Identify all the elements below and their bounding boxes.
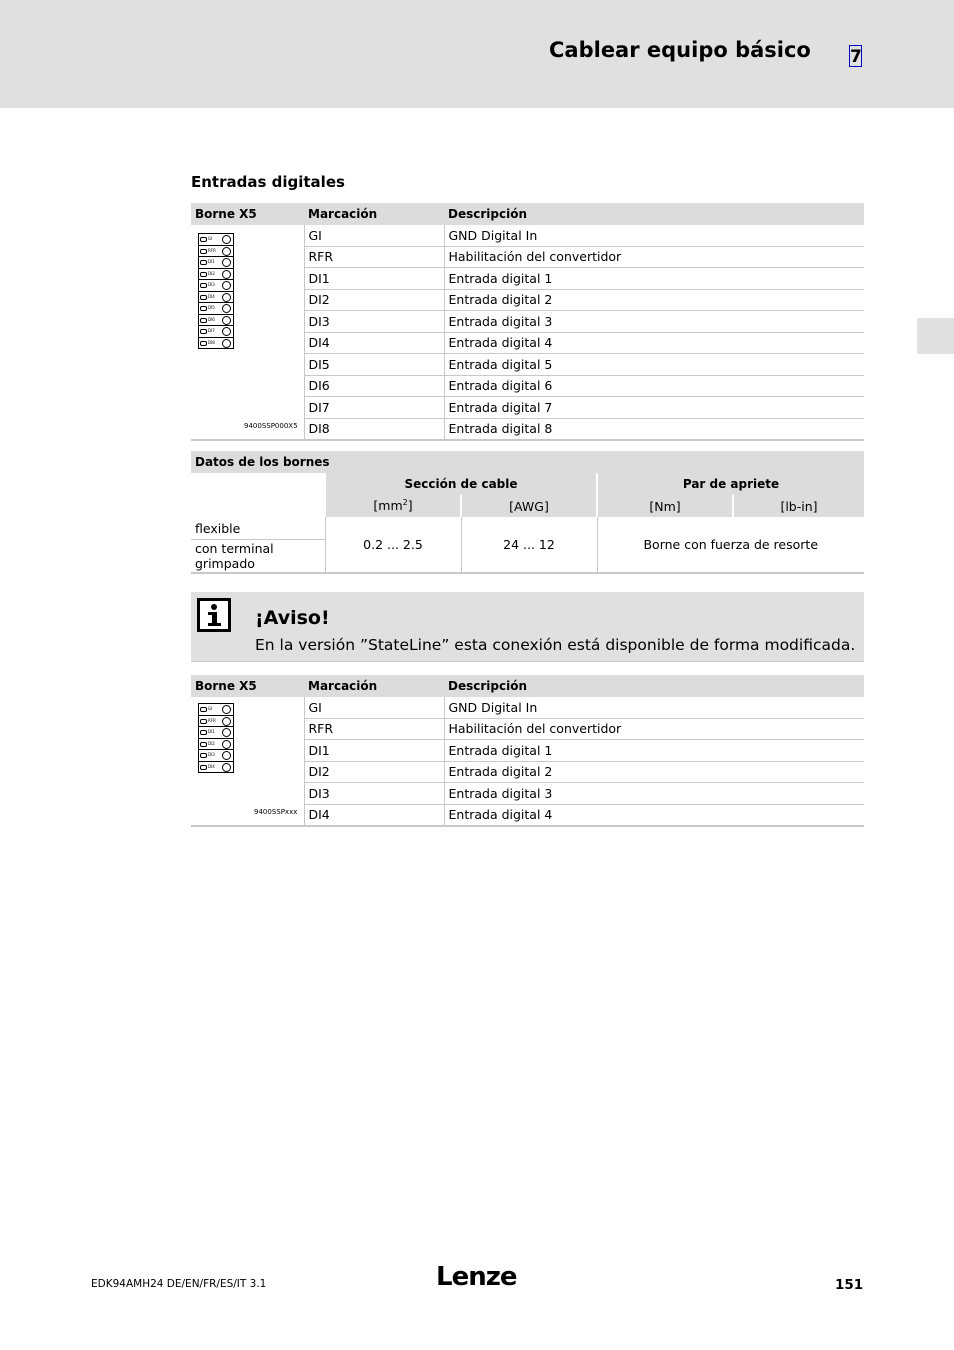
marking-cell: DI1 — [304, 268, 444, 290]
description-cell: Entrada digital 8 — [444, 418, 864, 440]
chapter-title: Cablear equipo básico — [549, 38, 811, 62]
description-cell: Habilitación del convertidor — [444, 718, 864, 740]
cable-section-header: Sección de cable — [325, 473, 597, 495]
description-cell: Entrada digital 7 — [444, 397, 864, 419]
notice-title: ¡Aviso! — [255, 607, 330, 629]
marking-cell: RFR — [304, 246, 444, 268]
page-header — [0, 0, 954, 108]
description-cell: GND Digital In — [444, 697, 864, 718]
description-cell: Entrada digital 4 — [444, 332, 864, 354]
image-caption: 9400SSPxxx — [254, 808, 298, 816]
empty-header-cell — [191, 473, 325, 517]
unit-mm2: $[mm^2]$ — [325, 495, 461, 517]
marking-cell: GI — [304, 225, 444, 246]
notice-text: En la versión ”StateLine” esta conexión está disponible de forma modificada. — [255, 636, 856, 654]
description-cell: Entrada digital 6 — [444, 375, 864, 397]
marking-cell: DI2 — [304, 289, 444, 311]
spring-terminal-value: Borne con fuerza de resorte — [597, 517, 864, 573]
info-icon — [197, 598, 231, 632]
section-title: Entradas digitales — [191, 173, 345, 191]
terminal-data-table — [191, 451, 864, 574]
image-caption: 9400SSP000X5 — [244, 422, 298, 430]
description-cell: Entrada digital 5 — [444, 354, 864, 376]
marking-cell: DI1 — [304, 740, 444, 762]
row-label-flexible: flexible — [191, 517, 325, 540]
col-header-terminal: Borne X5 — [191, 675, 304, 697]
awg-value: 24 ... 12 — [461, 517, 597, 573]
connector-diagram-x5 — [191, 225, 304, 440]
terminal-table-x5 — [191, 203, 864, 441]
connector-block-icon: GI RFR DI1 DI2 DI3 DI4 DI5 DI6 DI7 DI8 — [198, 233, 234, 349]
marking-cell: DI4 — [304, 332, 444, 354]
description-cell: Entrada digital 3 — [444, 783, 864, 805]
document-id: EDK94AMH24 DE/EN/FR/ES/IT 3.1 — [91, 1278, 267, 1290]
tightening-torque-header: Par de apriete — [597, 473, 864, 495]
unit-nm: [Nm] — [597, 495, 733, 517]
marking-cell: DI2 — [304, 761, 444, 783]
mm2-value: 0.2 ... 2.5 — [325, 517, 461, 573]
col-header-marking: Marcación — [304, 203, 444, 225]
marking-cell: DI3 — [304, 783, 444, 805]
page-number: 151 — [835, 1277, 864, 1293]
description-cell: Entrada digital 2 — [444, 761, 864, 783]
col-header-description: Descripción — [444, 675, 864, 697]
notice-box — [191, 592, 864, 662]
marking-cell: DI3 — [304, 311, 444, 333]
marking-cell: DI4 — [304, 804, 444, 826]
description-cell: Entrada digital 2 — [444, 289, 864, 311]
marking-cell: GI — [304, 697, 444, 718]
marking-cell: DI5 — [304, 354, 444, 376]
side-tab-marker — [917, 318, 954, 354]
marking-cell: DI8 — [304, 418, 444, 440]
col-header-marking: Marcación — [304, 675, 444, 697]
table-row — [191, 697, 864, 718]
description-cell: Habilitación del convertidor — [444, 246, 864, 268]
unit-lbin: [lb-in] — [733, 495, 864, 517]
description-cell: Entrada digital 4 — [444, 804, 864, 826]
marking-cell: DI7 — [304, 397, 444, 419]
marking-cell: RFR — [304, 718, 444, 740]
lenze-logo: Lenze — [436, 1262, 517, 1292]
row-label-crimped: con terminal grimpado — [191, 540, 325, 574]
connector-block-icon: GI RFR DI1 DI2 DI3 DI4 — [198, 703, 234, 773]
unit-awg: [AWG] — [461, 495, 597, 517]
description-cell: Entrada digital 1 — [444, 740, 864, 762]
table-row — [191, 225, 864, 246]
marking-cell: DI6 — [304, 375, 444, 397]
terminal-table-x5-stateline — [191, 675, 864, 827]
description-cell: Entrada digital 3 — [444, 311, 864, 333]
description-cell: GND Digital In — [444, 225, 864, 246]
chapter-number-link[interactable]: 7 — [850, 47, 862, 67]
description-cell: Entrada digital 1 — [444, 268, 864, 290]
connector-diagram-x5-stateline — [191, 697, 304, 826]
col-header-terminal: Borne X5 — [191, 203, 304, 225]
col-header-description: Descripción — [444, 203, 864, 225]
terminal-data-title: Datos de los bornes — [191, 451, 864, 473]
